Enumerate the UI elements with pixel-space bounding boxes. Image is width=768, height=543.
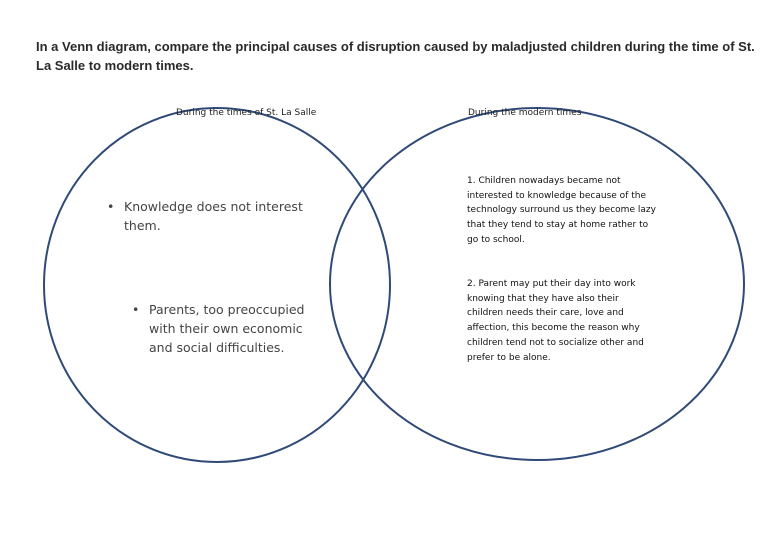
right-circle-label: During the modern times [468,108,582,118]
left-item [132,300,314,357]
left-circle [44,108,390,462]
bullet-icon: • [107,199,115,214]
right-item: 2. Parent may put their day into work knowing that they have also their children needs their care, love and affection, this become the reason why children tend not to socialize other and prefer to be alone. [467,279,644,363]
left-circle-label: During the times of St. La Salle [176,108,317,118]
question-title: In a Venn diagram, compare the principal causes of disruption caused by maladjusted children during the time of St. La Salle to modern times. [36,39,755,73]
left-item-text: Parents, too preoccupied with their own economic and social difficulties. [149,302,305,355]
bullet-icon: • [132,302,140,317]
right-item: 1. Children nowadays became not interested to knowledge because of the technology surround us they become lazy that they tend to stay at home rather to go to school. [467,176,656,245]
left-item-text: Knowledge does not interest them. [124,199,303,233]
left-item [107,197,314,235]
